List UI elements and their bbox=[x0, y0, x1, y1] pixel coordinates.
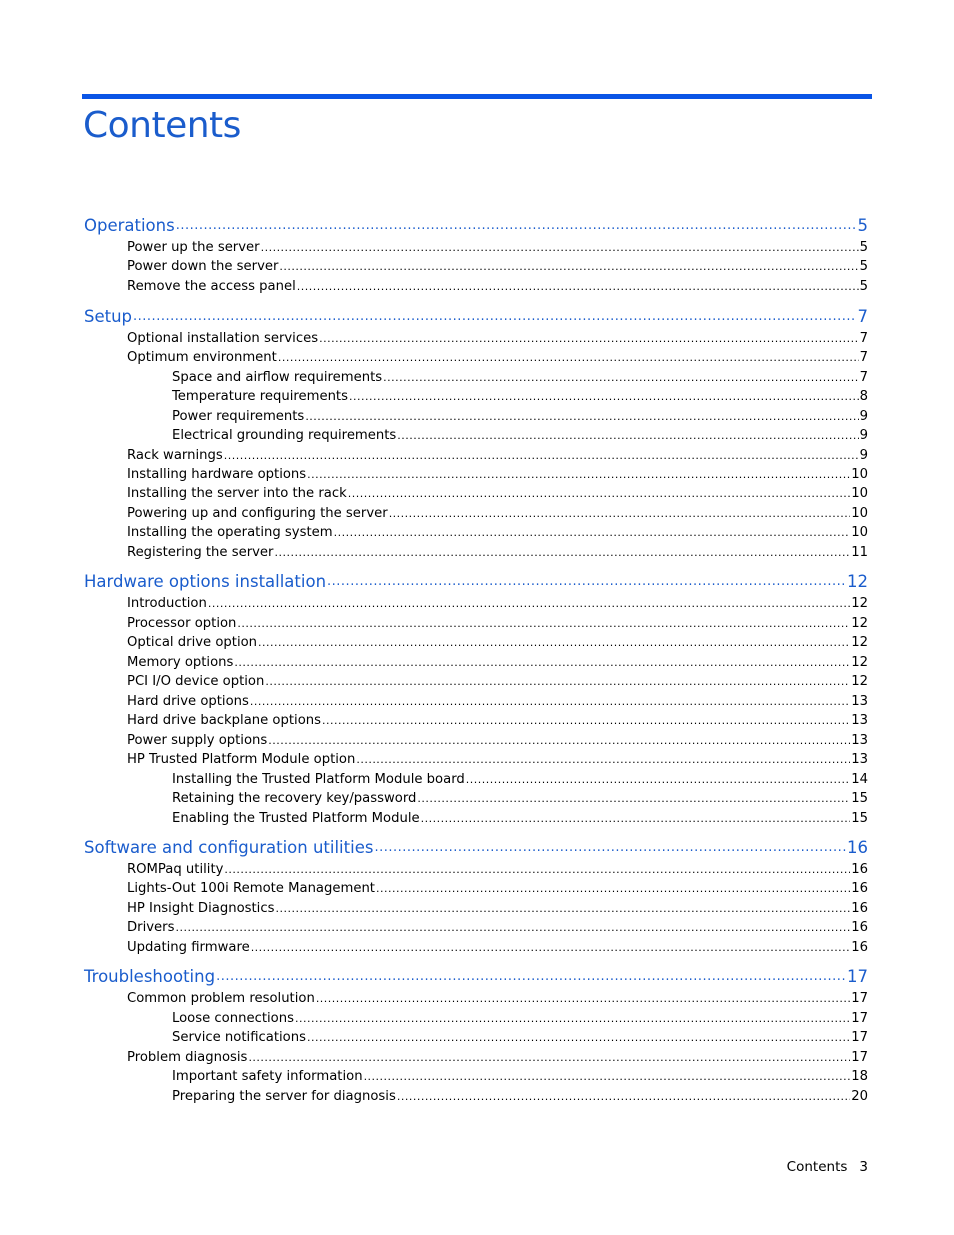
toc-entry[interactable] bbox=[127, 712, 868, 729]
dot-leader bbox=[334, 524, 851, 541]
toc-entry-label: Rack warnings bbox=[127, 448, 223, 463]
toc-entry[interactable] bbox=[172, 1088, 868, 1105]
dot-leader bbox=[397, 427, 858, 444]
toc-entry-page: 16 bbox=[847, 838, 868, 857]
toc-entry-label: Hard drive options bbox=[127, 694, 249, 709]
toc-entry-page: 12 bbox=[851, 596, 868, 611]
dot-leader bbox=[261, 239, 859, 256]
dot-leader bbox=[374, 838, 846, 858]
toc-entry-page: 5 bbox=[857, 216, 868, 235]
dot-leader bbox=[208, 595, 850, 612]
toc-entry[interactable] bbox=[172, 408, 868, 425]
toc-entry-label: Introduction bbox=[127, 596, 207, 611]
toc-entry-label: HP Trusted Platform Module option bbox=[127, 752, 356, 767]
dot-leader bbox=[216, 967, 846, 987]
dot-leader bbox=[322, 712, 850, 729]
toc-entry-page: 16 bbox=[851, 901, 868, 916]
toc-entry[interactable] bbox=[127, 861, 868, 878]
dot-leader bbox=[275, 900, 850, 917]
toc-entry-label: Optional installation services bbox=[127, 331, 319, 346]
toc-entry-page: 12 bbox=[851, 674, 868, 689]
toc-entry-label: Important safety information bbox=[172, 1069, 363, 1084]
toc-entry[interactable] bbox=[127, 939, 868, 956]
toc-entry[interactable] bbox=[127, 485, 868, 502]
dot-leader bbox=[224, 447, 859, 464]
dot-leader bbox=[265, 673, 850, 690]
toc-section-entry[interactable] bbox=[84, 216, 868, 236]
toc-entry[interactable] bbox=[172, 388, 868, 405]
toc-entry[interactable] bbox=[127, 751, 868, 768]
toc-entry-page: 12 bbox=[851, 635, 868, 650]
toc-entry-label: Preparing the server for diagnosis bbox=[172, 1089, 396, 1104]
dot-leader bbox=[364, 1068, 851, 1085]
toc-entry-page: 7 bbox=[859, 370, 868, 385]
dot-leader bbox=[234, 654, 850, 671]
dot-leader bbox=[305, 408, 858, 425]
toc-entry-page: 5 bbox=[859, 240, 868, 255]
toc-entry-label: Memory options bbox=[127, 655, 234, 670]
toc-entry-page: 14 bbox=[851, 772, 868, 787]
toc-entry-page: 17 bbox=[851, 991, 868, 1006]
toc-entry-label: Drivers bbox=[127, 920, 175, 935]
dot-leader bbox=[307, 1029, 850, 1046]
dot-leader bbox=[297, 278, 859, 295]
toc-entry-label: Installing the server into the rack bbox=[127, 486, 347, 501]
toc-entry-label: PCI I/O device option bbox=[127, 674, 265, 689]
toc-entry[interactable] bbox=[127, 615, 868, 632]
toc-entry[interactable] bbox=[127, 330, 868, 347]
dot-leader bbox=[376, 880, 850, 897]
toc-entry[interactable] bbox=[127, 880, 868, 897]
toc-entry-page: 7 bbox=[859, 331, 868, 346]
toc-entry-page: 11 bbox=[851, 545, 868, 560]
toc-entry-page: 10 bbox=[851, 467, 868, 482]
toc-entry[interactable] bbox=[172, 771, 868, 788]
toc-entry-page: 9 bbox=[859, 428, 868, 443]
toc-entry[interactable] bbox=[172, 369, 868, 386]
toc-entry[interactable] bbox=[127, 466, 868, 483]
dot-leader bbox=[389, 505, 851, 522]
toc-entry[interactable] bbox=[127, 505, 868, 522]
dot-leader bbox=[421, 810, 851, 827]
toc-entry-label: Lights-Out 100i Remote Management bbox=[127, 881, 375, 896]
toc-entry[interactable] bbox=[127, 732, 868, 749]
toc-entry-page: 17 bbox=[851, 1030, 868, 1045]
footer-page-number: 3 bbox=[859, 1159, 868, 1175]
dot-leader bbox=[278, 349, 859, 366]
toc-entry[interactable] bbox=[127, 258, 868, 275]
toc-entry-page: 13 bbox=[851, 733, 868, 748]
dot-leader bbox=[316, 990, 850, 1007]
toc-entry-label: Installing hardware options bbox=[127, 467, 307, 482]
toc-entry-label: Temperature requirements bbox=[172, 389, 348, 404]
dot-leader bbox=[251, 939, 851, 956]
toc-entry[interactable] bbox=[172, 1068, 868, 1085]
toc-entry-label: ROMPaq utility bbox=[127, 862, 224, 877]
toc-entry-page: 7 bbox=[857, 307, 868, 326]
dot-leader bbox=[237, 615, 850, 632]
toc-entry-page: 8 bbox=[859, 389, 868, 404]
toc-entry-page: 10 bbox=[851, 486, 868, 501]
toc-entry-label: Registering the server bbox=[127, 545, 274, 560]
toc-section-entry[interactable] bbox=[84, 307, 868, 327]
toc-entry-label: Installing the operating system bbox=[127, 525, 333, 540]
toc-entry-page: 15 bbox=[851, 791, 868, 806]
toc-entry[interactable] bbox=[172, 810, 868, 827]
toc-entry[interactable] bbox=[127, 595, 868, 612]
toc-entry-page: 17 bbox=[851, 1050, 868, 1065]
dot-leader bbox=[466, 771, 850, 788]
toc-entry-page: 17 bbox=[847, 967, 868, 986]
dot-leader bbox=[383, 369, 858, 386]
toc-entry-page: 9 bbox=[859, 448, 868, 463]
toc-entry-page: 13 bbox=[851, 752, 868, 767]
page-title: Contents bbox=[83, 105, 241, 146]
toc-section-entry[interactable] bbox=[84, 572, 868, 592]
toc-entry-page: 12 bbox=[851, 616, 868, 631]
dot-leader bbox=[274, 544, 850, 561]
toc-entry-label: Optimum environment bbox=[127, 350, 277, 365]
dot-leader bbox=[319, 330, 859, 347]
toc-entry[interactable] bbox=[172, 1029, 868, 1046]
toc-entry[interactable] bbox=[127, 349, 868, 366]
footer-section-name: Contents bbox=[786, 1159, 848, 1175]
toc-entry-page: 12 bbox=[851, 655, 868, 670]
toc-section-entry[interactable] bbox=[84, 838, 868, 858]
toc-entry-page: 10 bbox=[851, 525, 868, 540]
toc-entry-label: Enabling the Trusted Platform Module bbox=[172, 811, 420, 826]
dot-leader bbox=[417, 790, 850, 807]
toc-entry[interactable] bbox=[127, 544, 868, 561]
toc-entry-label: Common problem resolution bbox=[127, 991, 315, 1006]
dot-leader bbox=[348, 485, 850, 502]
toc-entry-label: Retaining the recovery key/password bbox=[172, 791, 417, 806]
toc-entry-page: 13 bbox=[851, 713, 868, 728]
toc-entry-label: Power down the server bbox=[127, 259, 279, 274]
toc-entry[interactable] bbox=[127, 673, 868, 690]
toc-entry-label: Powering up and configuring the server bbox=[127, 506, 388, 521]
dot-leader bbox=[248, 1049, 850, 1066]
toc-entry-page: 13 bbox=[851, 694, 868, 709]
toc-entry[interactable] bbox=[127, 693, 868, 710]
toc-section-entry[interactable] bbox=[84, 967, 868, 987]
toc-entry[interactable] bbox=[127, 990, 868, 1007]
dot-leader bbox=[224, 861, 850, 878]
toc-entry-label: Hard drive backplane options bbox=[127, 713, 322, 728]
toc-entry-label: Power up the server bbox=[127, 240, 260, 255]
toc-entry-label: Electrical grounding requirements bbox=[172, 428, 397, 443]
toc-entry-page: 20 bbox=[851, 1089, 868, 1104]
toc-entry-label: Loose connections bbox=[172, 1011, 294, 1026]
toc-entry-page: 16 bbox=[851, 940, 868, 955]
dot-leader bbox=[295, 1010, 850, 1027]
dot-leader bbox=[133, 307, 856, 327]
dot-leader bbox=[279, 258, 858, 275]
toc-entry-page: 16 bbox=[851, 862, 868, 877]
toc-entry-label: Optical drive option bbox=[127, 635, 258, 650]
toc-entry-page: 18 bbox=[851, 1069, 868, 1084]
toc-entry-page: 15 bbox=[851, 811, 868, 826]
toc-entry[interactable] bbox=[172, 790, 868, 807]
toc-entry[interactable] bbox=[127, 1049, 868, 1066]
toc-entry-label: Processor option bbox=[127, 616, 237, 631]
dot-leader bbox=[258, 634, 850, 651]
toc-entry-label: Troubleshooting bbox=[84, 967, 216, 986]
dot-leader bbox=[356, 751, 850, 768]
dot-leader bbox=[397, 1088, 850, 1105]
toc-entry-label: Setup bbox=[84, 307, 133, 326]
toc-entry-label: HP Insight Diagnostics bbox=[127, 901, 275, 916]
toc-entry-label: Service notifications bbox=[172, 1030, 306, 1045]
toc-entry[interactable] bbox=[127, 447, 868, 464]
toc-entry-page: 9 bbox=[859, 409, 868, 424]
toc-entry[interactable] bbox=[127, 278, 868, 295]
toc-entry[interactable] bbox=[127, 900, 868, 917]
dot-leader bbox=[175, 919, 850, 936]
toc-entry-page: 12 bbox=[847, 572, 868, 591]
toc-entry-label: Operations bbox=[84, 216, 175, 235]
toc-entry[interactable] bbox=[172, 427, 868, 444]
toc-entry-page: 16 bbox=[851, 920, 868, 935]
toc-entry[interactable] bbox=[127, 524, 868, 541]
dot-leader bbox=[307, 466, 850, 483]
toc-entry-label: Problem diagnosis bbox=[127, 1050, 248, 1065]
toc-entry-label: Power requirements bbox=[172, 409, 305, 424]
toc-entry-page: 5 bbox=[859, 259, 868, 274]
toc-entry-label: Power supply options bbox=[127, 733, 268, 748]
toc-entry-page: 7 bbox=[859, 350, 868, 365]
toc-entry[interactable] bbox=[127, 919, 868, 936]
toc-entry-label: Space and airflow requirements bbox=[172, 370, 383, 385]
dot-leader bbox=[327, 572, 846, 592]
toc-entry-page: 10 bbox=[851, 506, 868, 521]
toc-entry[interactable] bbox=[172, 1010, 868, 1027]
page-footer bbox=[787, 1158, 868, 1176]
toc-entry[interactable] bbox=[127, 239, 868, 256]
toc-entry-label: Hardware options installation bbox=[84, 572, 327, 591]
dot-leader bbox=[268, 732, 850, 749]
toc-entry-label: Remove the access panel bbox=[127, 279, 296, 294]
dot-leader bbox=[176, 216, 857, 236]
toc-entry-label: Installing the Trusted Platform Module board bbox=[172, 772, 465, 787]
toc-entry[interactable] bbox=[127, 634, 868, 651]
dot-leader bbox=[250, 693, 850, 710]
toc-entry-label: Updating firmware bbox=[127, 940, 250, 955]
toc-entry[interactable] bbox=[127, 654, 868, 671]
toc-entry-page: 16 bbox=[851, 881, 868, 896]
toc-entry-page: 17 bbox=[851, 1011, 868, 1026]
dot-leader bbox=[349, 388, 859, 405]
toc-entry-page: 5 bbox=[859, 279, 868, 294]
toc-entry-label: Software and configuration utilities bbox=[84, 838, 374, 857]
